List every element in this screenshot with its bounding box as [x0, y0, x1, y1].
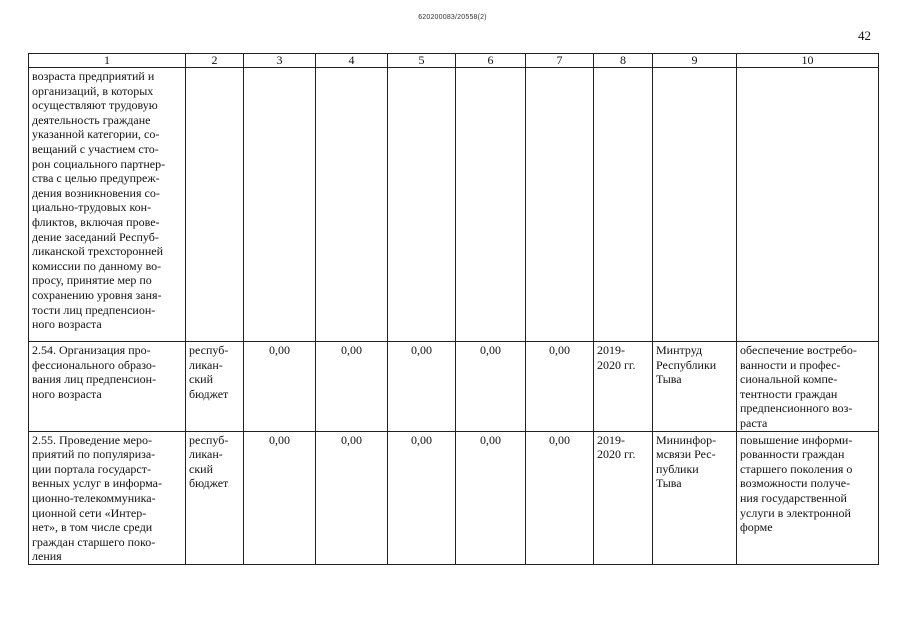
column-header-5: 5 — [388, 54, 456, 68]
amount-cell: 0,00 — [244, 431, 316, 564]
amount-cell: 0,00 — [388, 342, 456, 432]
funding-source-cell: респуб- ликан- ский бюджет — [186, 342, 244, 432]
column-header-6: 6 — [456, 54, 526, 68]
column-header-10: 10 — [737, 54, 879, 68]
measure-description-cell: возраста предприятий и организаций, в которых осуществляют трудовую деятельность граждане указанной категории, со- вещаний с участием сто- рон социального партнер- ства с целью предупреж- дения возникновения со- циально-трудовых кон- фликтов, включая прове- дение заседаний Респуб- ликанской трехсторонней комиссии по данному во- просу, принятие мер по сохранению уровня заня- тости лиц предпенсион- ного возраста — [29, 68, 186, 342]
executor-cell — [653, 68, 737, 342]
amount-cell — [244, 68, 316, 342]
amount-cell — [388, 68, 456, 342]
amount-cell — [316, 68, 388, 342]
period-cell: 2019- 2020 гг. — [594, 342, 653, 432]
column-header-3: 3 — [244, 54, 316, 68]
amount-cell — [456, 68, 526, 342]
funding-source-cell — [186, 68, 244, 342]
period-cell — [594, 68, 653, 342]
amount-cell — [526, 68, 594, 342]
amount-cell: 0,00 — [456, 342, 526, 432]
expected-result-cell: повышение информи- рованности граждан старшего поколения о возможности получе- ния государственной услуги в электронной форме — [737, 431, 879, 564]
amount-cell: 0,00 — [244, 342, 316, 432]
executor-cell: Мининфор- мсвязи Рес- публики Тыва — [653, 431, 737, 564]
period-cell: 2019- 2020 гг. — [594, 431, 653, 564]
measure-description-cell: 2.54. Организация про- фессионального образо- вания лиц предпенсион- ного возраста — [29, 342, 186, 432]
amount-cell: 0,00 — [316, 431, 388, 564]
funding-source-cell: респуб- ликан- ский бюджет — [186, 431, 244, 564]
column-header-7: 7 — [526, 54, 594, 68]
expected-result-cell — [737, 68, 879, 342]
column-header-1: 1 — [29, 54, 186, 68]
expected-result-cell: обеспечение востребо- ванности и профес- сиональной компе- тентности граждан предпенсионного воз- раста — [737, 342, 879, 432]
amount-cell: 0,00 — [526, 342, 594, 432]
amount-cell: 0,00 — [456, 431, 526, 564]
amount-cell: 0,00 — [526, 431, 594, 564]
executor-cell: Минтруд Республики Тыва — [653, 342, 737, 432]
amount-cell: 0,00 — [316, 342, 388, 432]
table-row-2-55 — [29, 431, 879, 564]
table-row-continuation — [29, 68, 879, 342]
measure-description-cell: 2.55. Проведение меро- приятий по популяриза- ции портала государст- венных услуг в информа- ционно-телекоммуника- ционной сети «Интер- нет», в том числе среди граждан старшего поко- ления — [29, 431, 186, 564]
table-row-2-54 — [29, 342, 879, 432]
measures-table — [28, 53, 879, 565]
page-number: 42 — [858, 28, 871, 43]
header-row — [29, 54, 879, 68]
column-header-9: 9 — [653, 54, 737, 68]
column-header-8: 8 — [594, 54, 653, 68]
document-id: 620200083/20558(2) — [418, 14, 487, 21]
column-header-2: 2 — [186, 54, 244, 68]
column-header-4: 4 — [316, 54, 388, 68]
amount-cell: 0,00 — [388, 431, 456, 564]
